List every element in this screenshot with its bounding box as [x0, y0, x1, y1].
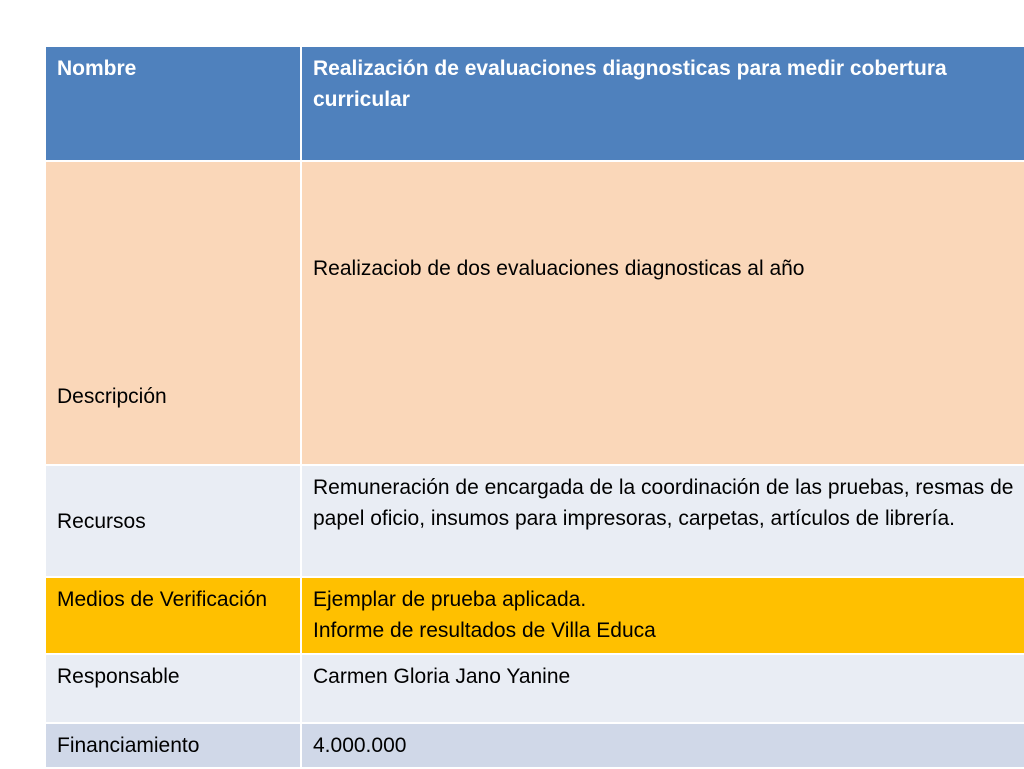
responsable-label: Responsable	[45, 654, 301, 723]
medios-value	[301, 577, 1024, 654]
recursos-value: Remuneración de encargada de la coordinación de las pruebas, resmas de papel oficio, insumos para impresoras, carpetas, artículos de librería.	[301, 465, 1024, 577]
medios-label: Medios de Verificación	[45, 577, 301, 654]
responsable-value: Carmen Gloria Jano Yanine	[301, 654, 1024, 723]
project-table	[44, 45, 1024, 769]
descripcion-label: Descripción	[45, 161, 301, 465]
financiamiento-label: Financiamiento	[45, 723, 301, 768]
table-row-recursos	[45, 465, 1024, 577]
medios-line-ejemplar: Ejemplar de prueba aplicada.	[313, 588, 587, 611]
recursos-label: Recursos	[45, 465, 301, 577]
financiamiento-value: 4.000.000	[301, 723, 1024, 768]
table-row-financiamiento	[45, 723, 1024, 768]
table-row-nombre	[45, 46, 1024, 161]
table-row-medios	[45, 577, 1024, 654]
nombre-label: Nombre	[45, 46, 301, 161]
descripcion-value: Realizaciob de dos evaluaciones diagnosticas al año	[301, 161, 1024, 465]
table-row-descripcion	[45, 161, 1024, 465]
medios-line-informe: Informe de resultados de Villa Educa	[313, 619, 656, 642]
nombre-value: Realización de evaluaciones diagnosticas para medir cobertura curricular	[301, 46, 1024, 161]
table-row-responsable	[45, 654, 1024, 723]
